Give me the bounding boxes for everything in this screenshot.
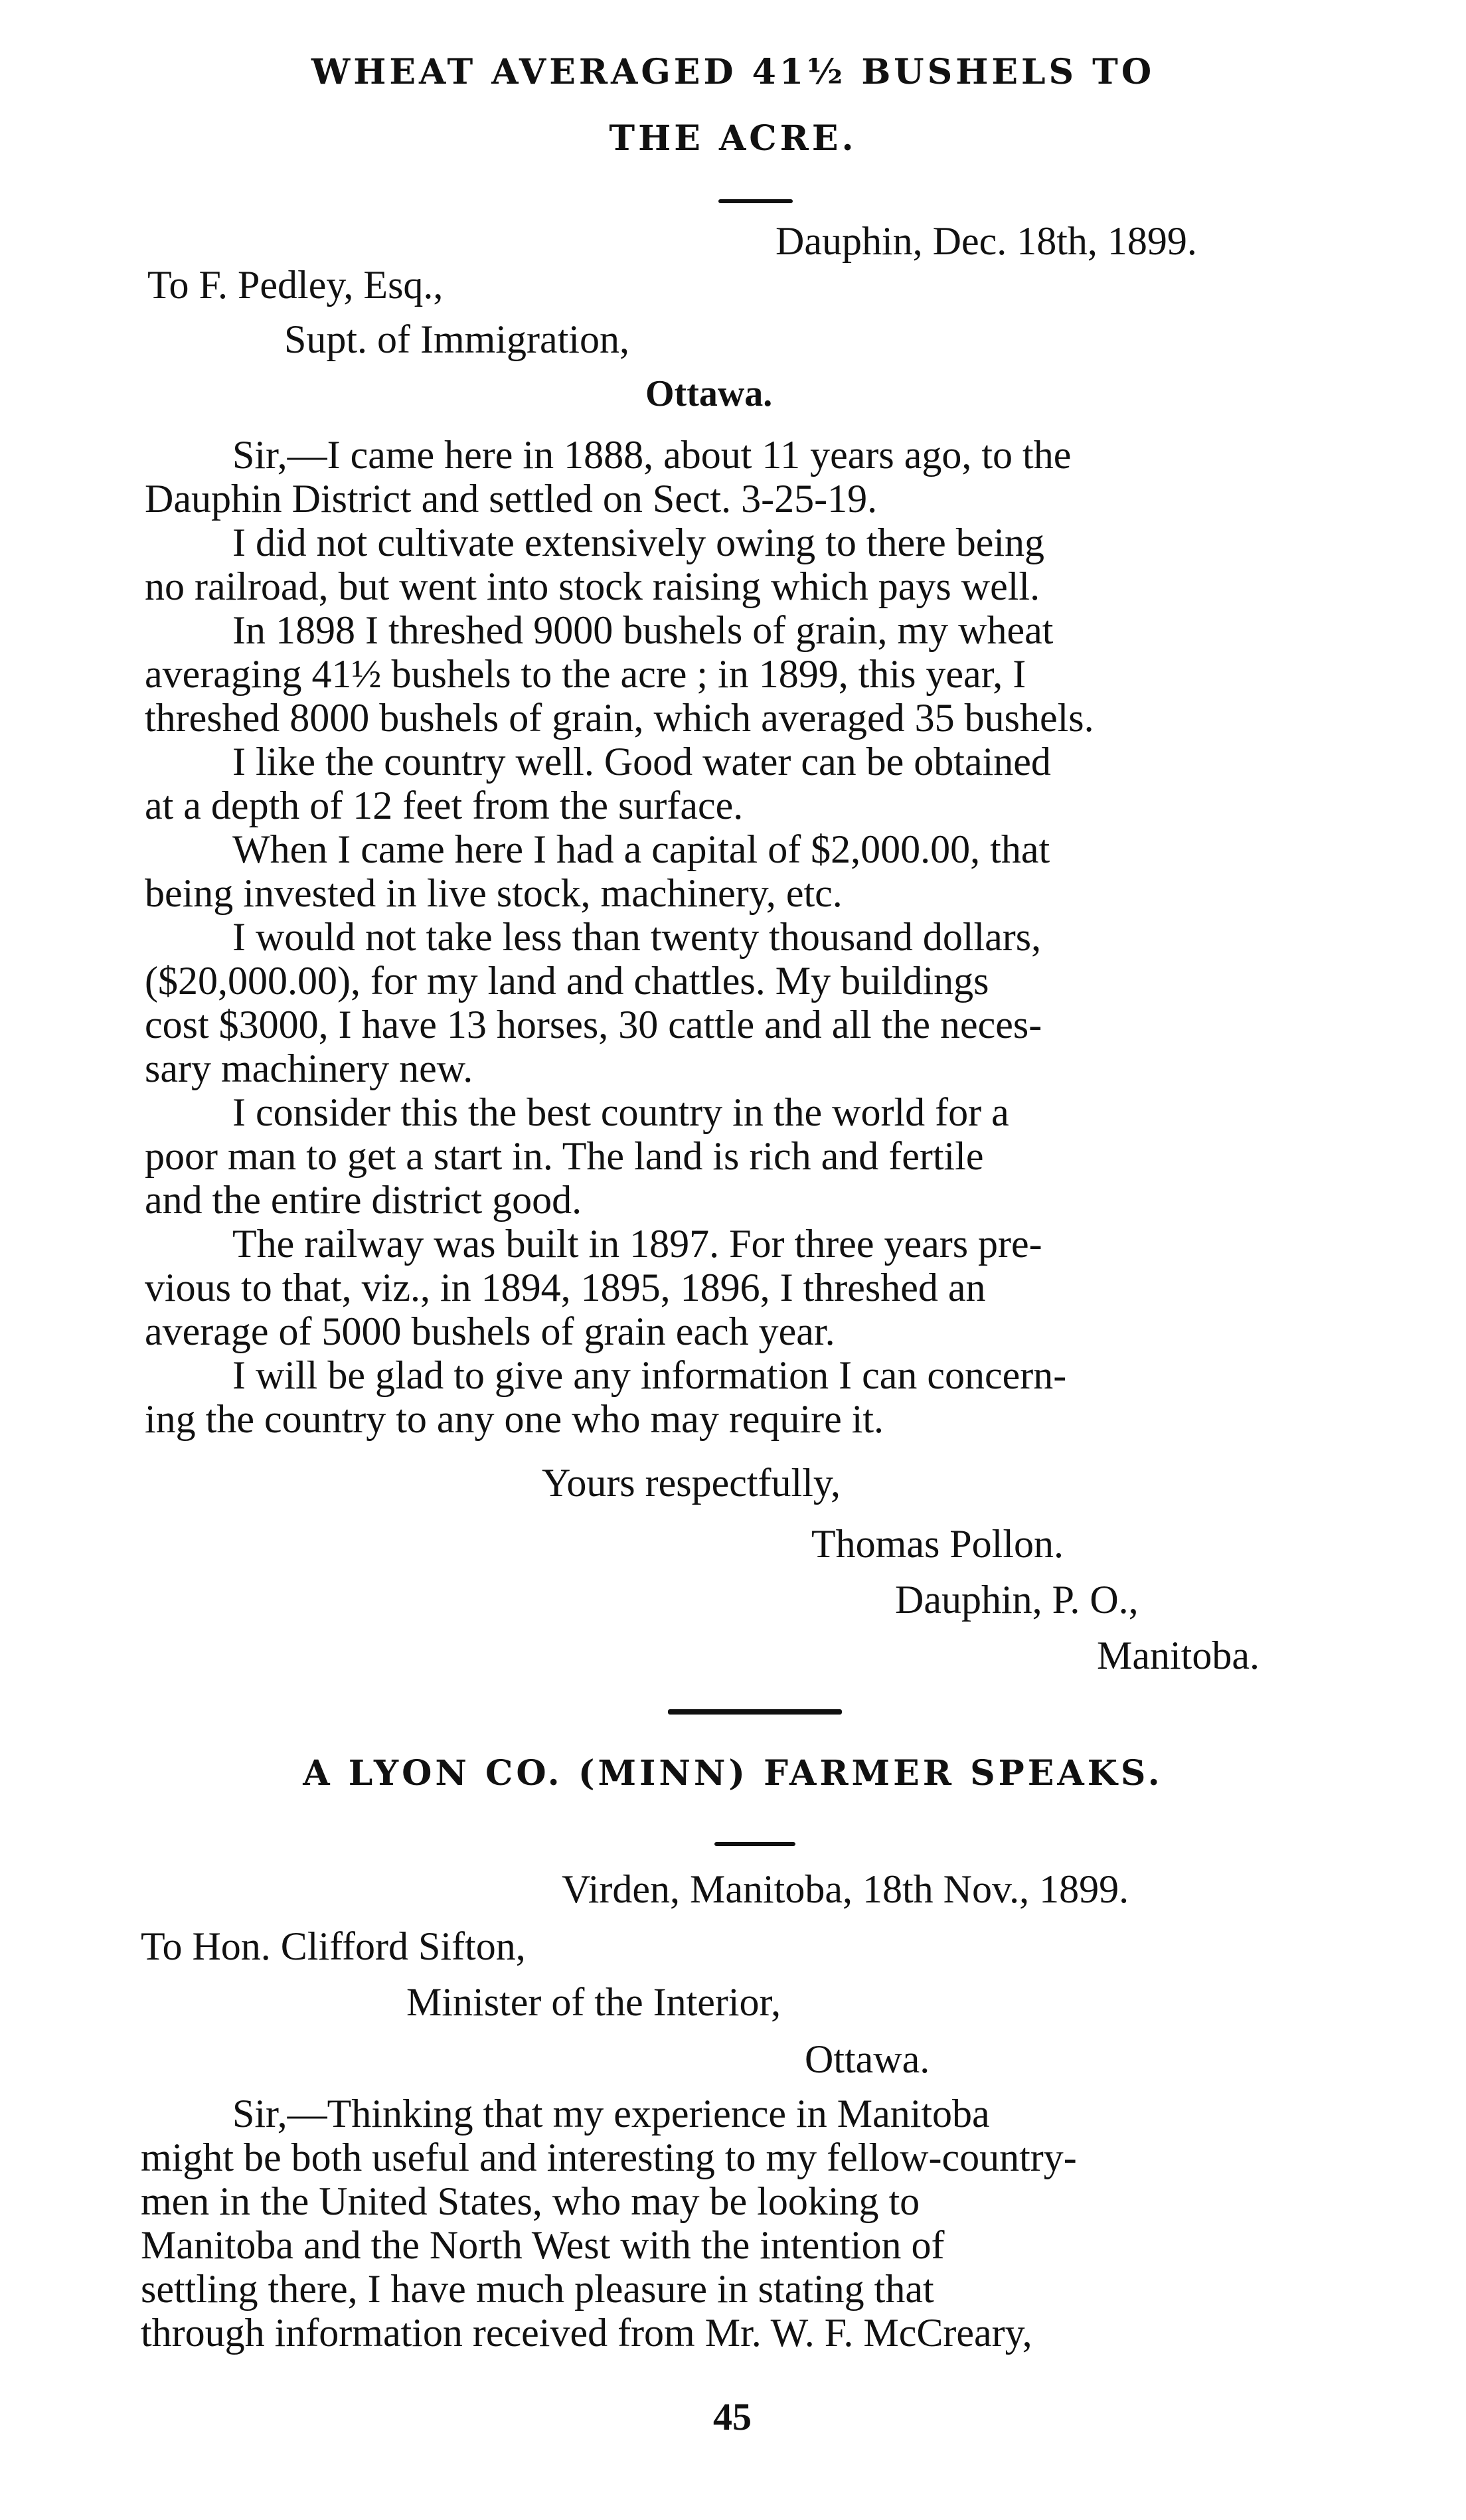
text-line: ing the country to any one who may require it. [145,1397,884,1441]
text-line: In 1898 I threshed 9000 bushels of grain, my wheat [232,608,1054,652]
letter1-signature-line: Manitoba. [1097,1634,1260,1677]
section-divider [668,1709,842,1715]
page-number: 45 [713,2395,752,2438]
letter1-paragraph [145,608,1360,740]
letter1-closing: Yours respectfully, [542,1461,841,1505]
text-line: being invested in live stock, machinery, etc. [145,871,843,915]
text-line: average of 5000 bushels of grain each year. [145,1309,835,1353]
letter1-paragraph [145,1090,1360,1222]
letter2-paragraph [141,2092,1358,2355]
letter1-paragraph [145,1353,1360,1441]
letter1-address-line: To F. Pedley, Esq., [147,263,444,307]
text-line: Dauphin District and settled on Sect. 3-25-19. [145,477,878,521]
letter2-address-city: Ottawa. [805,2037,930,2081]
letter2-title: A LYON CO. (MINN) FARMER SPEAKS. [303,1753,1163,1794]
text-line: Manitoba and the North West with the intention of [141,2223,945,2267]
title-rule [718,199,793,203]
letter1-title-line2: THE ACRE. [609,118,857,159]
letter1-paragraph [145,915,1360,1090]
text-line: poor man to get a start in. The land is rich and fertile [145,1134,984,1178]
text-line: I did not cultivate extensively owing to there being [232,521,1045,564]
text-line: at a depth of 12 feet from the surface. [145,784,744,827]
text-line: I would not take less than twenty thousand dollars, [232,915,1042,959]
text-line: no railroad, but went into stock raising which pays well. [145,564,1040,608]
letter2-dateline: Virden, Manitoba, 18th Nov., 1899. [562,1867,1129,1911]
letter1-signature-line: Thomas Pollon. [811,1522,1064,1566]
text-line: I will be glad to give any information I can concern- [232,1353,1067,1397]
letter2-address-line: Minister of the Interior, [406,1980,781,2024]
letter1-paragraph [145,1222,1360,1353]
title-rule [714,1842,795,1846]
letter1-paragraph [145,827,1360,915]
text-line: Sir,—I came here in 1888, about 11 years ago, to the [232,433,1072,477]
text-line: Sir,—Thinking that my experience in Manitoba [232,2092,990,2136]
text-line: The railway was built in 1897. For three years pre- [232,1222,1042,1266]
letter1-paragraph [145,433,1360,521]
text-line: ($20,000.00), for my land and chattles. My buildings [145,959,989,1003]
text-line: might be both useful and interesting to my fellow-country- [141,2136,1077,2179]
letter1-paragraph [145,740,1360,827]
letter1-address-city: Ottawa. [645,373,773,414]
letter1-paragraph [145,521,1360,608]
text-line: cost $3000, I have 13 horses, 30 cattle and all the neces- [145,1003,1042,1047]
text-line: men in the United States, who may be looking to [141,2179,920,2223]
letter1-signature-line: Dauphin, P. O., [895,1578,1139,1622]
text-line: through information received from Mr. W. F. McCreary, [141,2311,1032,2355]
text-line: threshed 8000 bushels of grain, which averaged 35 bushels. [145,696,1094,740]
text-line: and the entire district good. [145,1178,582,1222]
text-line: When I came here I had a capital of $2,000.00, that [232,827,1050,871]
letter1-title-line1: WHEAT AVERAGED 41½ BUSHELS TO [311,52,1155,92]
text-line: I consider this the best country in the world for a [232,1090,1009,1134]
letter1-address-line: Supt. of Immigration, [284,317,629,361]
text-line: settling there, I have much pleasure in stating that [141,2267,934,2311]
text-line: averaging 41½ bushels to the acre ; in 1899, this year, I [145,652,1026,696]
text-line: vious to that, viz., in 1894, 1895, 1896, I threshed an [145,1266,986,1309]
letter1-dateline: Dauphin, Dec. 18th, 1899. [775,219,1197,263]
text-line: I like the country well. Good water can be obtained [232,740,1051,784]
text-line: sary machinery new. [145,1047,473,1090]
letter2-address-line: To Hon. Clifford Sifton, [141,1924,526,1968]
